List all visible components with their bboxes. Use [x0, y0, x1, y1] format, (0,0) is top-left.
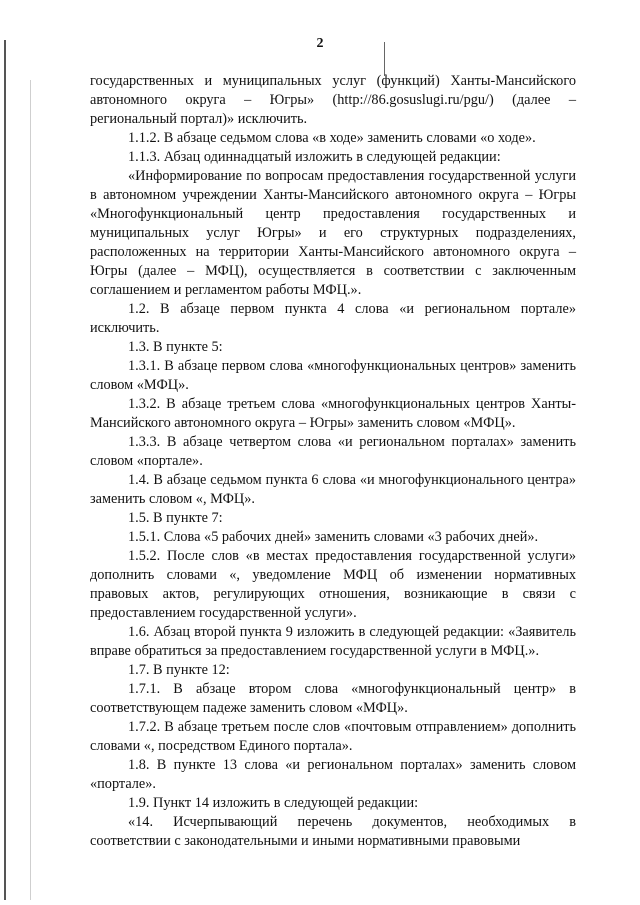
- paragraph-1-3-1: 1.3.1. В абзаце первом слова «многофункциональных центров» заменить словом «МФЦ».: [90, 358, 576, 393]
- paragraph-1-3: 1.3. В пункте 5:: [128, 339, 223, 355]
- paragraph-1-2: 1.2. В абзаце первом пункта 4 слова «и региональном портале» исключить.: [90, 301, 576, 336]
- paragraph-quote-informing: «Информирование по вопросам предоставления государственной услуги в автономном учреждении Ханты-Мансийского автономного округа – Югры «Многофункциональный центр предоставления государственных и муниципальных услуг Югры» и его структурных подразделениях, расположенных на территории Ханты-Мансийского автономного округа – Югры (далее – МФЦ), осуществляется в соответствии с заключенным соглашением и регламентом работы МФЦ.».: [90, 168, 576, 298]
- paragraph-1-7-2: 1.7.2. В абзаце третьем после слов «почтовым отправлением» дополнить словами «, посредством Единого портала».: [90, 719, 576, 754]
- paragraph-1-5: 1.5. В пункте 7:: [128, 510, 223, 526]
- paragraph-1-5-2: 1.5.2. После слов «в местах предоставления государственной услуги» дополнить словами «, уведомление МФЦ об изменении нормативных правовых актов, регулирующих отношения, возникающие в связи с предоставлением государственной услуги».: [90, 548, 576, 621]
- paragraph-1-5-1: 1.5.1. Слова «5 рабочих дней» заменить словами «3 рабочих дней».: [128, 529, 539, 545]
- paragraph-1-4: 1.4. В абзаце седьмом пункта 6 слова «и многофункционального центра» заменить словом «, МФЦ».: [90, 472, 576, 507]
- page-number: 2: [316, 36, 324, 51]
- paragraph-1-3-2: 1.3.2. В абзаце третьем слова «многофункциональных центров Ханты-Мансийского автономного округа – Югры» заменить словом «МФЦ».: [90, 396, 576, 431]
- paragraph-1-3-3: 1.3.3. В абзаце четвертом слова «и региональном порталах» заменить словом «портале».: [90, 434, 576, 469]
- paragraph-1-7: 1.7. В пункте 12:: [128, 662, 230, 678]
- scan-edge-faint-artifact: [30, 80, 31, 900]
- paragraph-1-1-3: 1.1.3. Абзац одиннадцатый изложить в следующей редакции:: [128, 149, 501, 165]
- paragraph-continuation: государственных и муниципальных услуг (функций) Ханты-Мансийского автономного округа – Югры» (http://86.gosuslugi.ru/pgu/) (далее – региональный портал)» исключить.: [90, 73, 576, 127]
- paragraph-1-6: 1.6. Абзац второй пункта 9 изложить в следующей редакции: «Заявитель вправе обратиться за предоставлением государственной услуги в МФЦ.».: [90, 624, 576, 659]
- document-body: [90, 72, 576, 851]
- paragraph-1-7-1: 1.7.1. В абзаце втором слова «многофункциональный центр» в соответствующем падеже заменить словом «МФЦ».: [90, 681, 576, 716]
- paragraph-1-9: 1.9. Пункт 14 изложить в следующей редакции:: [128, 795, 419, 811]
- paragraph-1-1-2: 1.1.2. В абзаце седьмом слова «в ходе» заменить словами «о ходе».: [128, 130, 536, 146]
- paragraph-quote-14: «14. Исчерпывающий перечень документов, необходимых в соответствии с законодательными и иными нормативными правовыми: [90, 814, 576, 849]
- scan-edge-artifact: [4, 40, 6, 900]
- paragraph-1-8: 1.8. В пункте 13 слова «и региональном порталах» заменить словом «портале».: [90, 757, 576, 792]
